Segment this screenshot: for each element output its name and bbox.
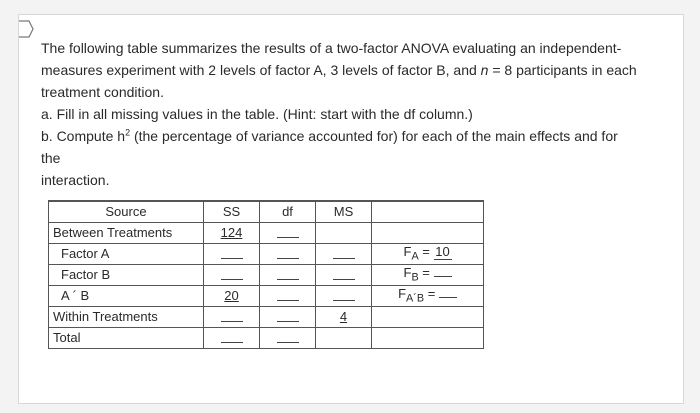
f-cell[interactable]: $F_A = 10$ — [372, 243, 484, 264]
anova-table — [48, 200, 484, 349]
blank-line — [221, 309, 243, 322]
f-cell — [372, 222, 484, 243]
blank-line — [277, 225, 299, 238]
header-df: df — [260, 201, 316, 222]
table-row — [49, 327, 484, 348]
df-cell[interactable] — [260, 243, 316, 264]
part-b-continued: interaction. — [41, 172, 110, 188]
source-cell: Factor B — [49, 264, 204, 285]
df-cell[interactable] — [260, 306, 316, 327]
df-cell[interactable] — [260, 222, 316, 243]
blank-line — [277, 267, 299, 280]
part-a: a. Fill in all missing values in the table. (Hint: start with the df column.) — [41, 106, 473, 122]
table-header-row — [49, 201, 484, 222]
blank-line — [221, 330, 243, 343]
df-cell[interactable] — [260, 264, 316, 285]
f-cell[interactable]: $F_{A´B}$ = — [372, 285, 484, 306]
source-cell: A ´ B — [49, 285, 204, 306]
ss-cell[interactable] — [204, 243, 260, 264]
blank-line — [277, 309, 299, 322]
source-cell: Between Treatments — [49, 222, 204, 243]
part-b: b. Compute $h^2$ (the percentage of variance accounted for) for each of the main effects and for the — [41, 127, 618, 166]
blank-line — [221, 267, 243, 280]
f-cell[interactable]: $F_B$ = — [372, 264, 484, 285]
ss-cell[interactable]: 124 — [204, 222, 260, 243]
blank-line — [333, 288, 355, 301]
question-card — [18, 14, 684, 404]
table-row — [49, 306, 484, 327]
blank-line — [277, 288, 299, 301]
ss-cell[interactable] — [204, 264, 260, 285]
ss-cell[interactable] — [204, 327, 260, 348]
intro-line-3: treatment condition. — [41, 84, 164, 100]
ms-cell — [316, 327, 372, 348]
blank-line — [333, 267, 355, 280]
table-row — [49, 222, 484, 243]
f-cell — [372, 306, 484, 327]
table-row — [49, 285, 484, 306]
intro-line-1: The following table summarizes the results of a two-factor ANOVA evaluating an independent- — [41, 40, 622, 56]
blank-line — [221, 246, 243, 259]
ms-cell[interactable] — [316, 285, 372, 306]
blank-line — [333, 246, 355, 259]
ms-cell — [316, 222, 372, 243]
ms-cell[interactable] — [316, 243, 372, 264]
ss-cell[interactable] — [204, 306, 260, 327]
source-cell: Factor A — [49, 243, 204, 264]
header-f — [372, 201, 484, 222]
question-text — [41, 37, 641, 191]
blank-line — [277, 330, 299, 343]
source-cell: Total — [49, 327, 204, 348]
header-ss: SS — [204, 201, 260, 222]
table-row — [49, 264, 484, 285]
df-cell[interactable] — [260, 285, 316, 306]
header-source: Source — [49, 201, 204, 222]
source-cell: Within Treatments — [49, 306, 204, 327]
ss-cell[interactable]: 20 — [204, 285, 260, 306]
ms-cell[interactable]: 4 — [316, 306, 372, 327]
blank-line — [277, 246, 299, 259]
df-cell[interactable] — [260, 327, 316, 348]
table-row — [49, 243, 484, 264]
f-cell — [372, 327, 484, 348]
header-ms: MS — [316, 201, 372, 222]
bookmark-icon — [19, 15, 37, 43]
ms-cell[interactable] — [316, 264, 372, 285]
intro-line-2: measures experiment with 2 levels of factor A, 3 levels of factor B, and n = 8 participants in each — [41, 62, 637, 78]
